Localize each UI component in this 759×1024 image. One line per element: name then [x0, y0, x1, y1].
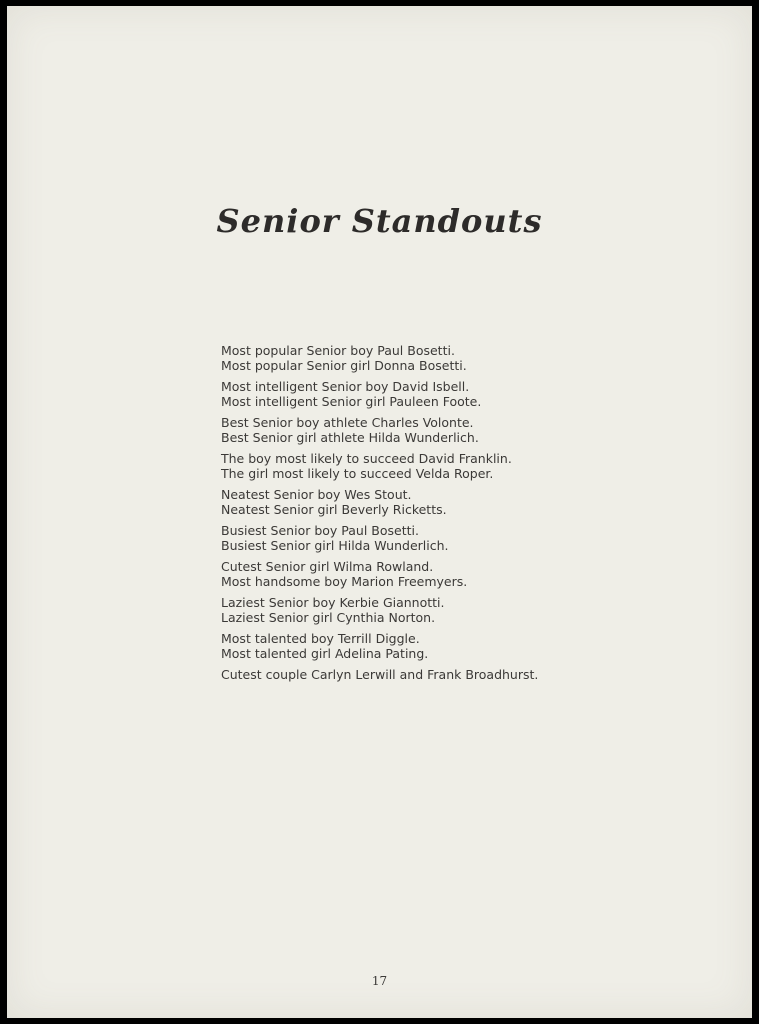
yearbook-page: [7, 6, 752, 1018]
standout-group-couple: [221, 667, 721, 682]
standout-line: Laziest Senior girl Cynthia Norton.: [221, 610, 436, 625]
standout-line: The boy most likely to succeed David Franklin.: [221, 451, 512, 466]
standout-group-cutest-handsome: [221, 559, 721, 589]
page-number: 17: [371, 974, 388, 988]
standout-line: Most intelligent Senior girl Pauleen Foote.: [221, 394, 482, 409]
standout-group-popular: [221, 343, 721, 373]
standout-group-busiest: [221, 523, 721, 553]
standout-line: Laziest Senior boy Kerbie Giannotti.: [221, 595, 445, 610]
standout-line: Most intelligent Senior boy David Isbell.: [221, 379, 470, 394]
standout-line: Most talented boy Terrill Diggle.: [221, 631, 420, 646]
standout-group-talented: [221, 631, 721, 661]
standout-line: Busiest Senior boy Paul Bosetti.: [221, 523, 419, 538]
standout-group-succeed: [221, 451, 721, 481]
standout-group-athlete: [221, 415, 721, 445]
standout-group-neatest: [221, 487, 721, 517]
standout-group-laziest: [221, 595, 721, 625]
standout-line: The girl most likely to succeed Velda Roper.: [221, 466, 494, 481]
standout-line: Cutest Senior girl Wilma Rowland.: [221, 559, 434, 574]
standout-line: Most handsome boy Marion Freemyers.: [221, 574, 468, 589]
standout-line: Most talented girl Adelina Pating.: [221, 646, 429, 661]
standout-line: Neatest Senior girl Beverly Ricketts.: [221, 502, 447, 517]
standout-line: Busiest Senior girl Hilda Wunderlich.: [221, 538, 449, 553]
standouts-list: [221, 343, 721, 688]
standout-line: Best Senior girl athlete Hilda Wunderlich.: [221, 430, 479, 445]
standout-line: Cutest couple Carlyn Lerwill and Frank Broadhurst.: [221, 667, 539, 682]
page-title: Senior Standouts: [216, 202, 543, 240]
standout-group-intelligent: [221, 379, 721, 409]
standout-line: Neatest Senior boy Wes Stout.: [221, 487, 412, 502]
standout-line: Best Senior boy athlete Charles Volonte.: [221, 415, 474, 430]
standout-line: Most popular Senior boy Paul Bosetti.: [221, 343, 455, 358]
standout-line: Most popular Senior girl Donna Bosetti.: [221, 358, 467, 373]
